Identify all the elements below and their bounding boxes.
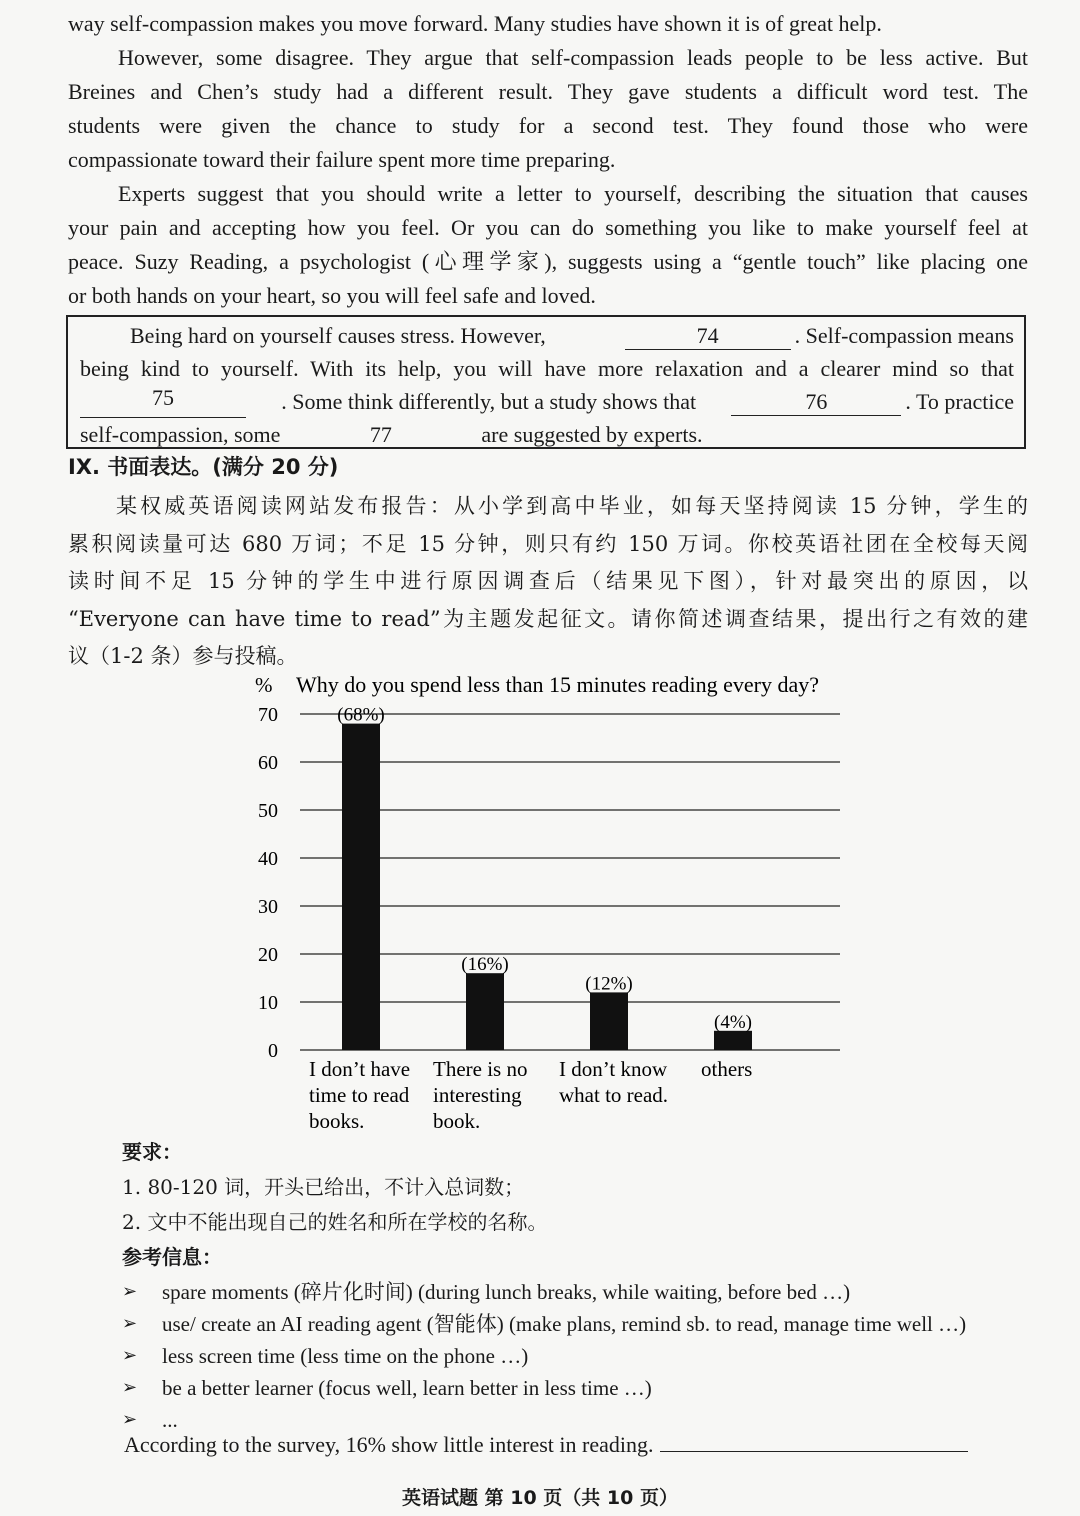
category-label-line: I don’t have — [309, 1057, 411, 1081]
info-text: less screen time (less time on the phone …) — [162, 1344, 529, 1368]
y-tick-label: 20 — [258, 944, 278, 966]
answer-blank-74[interactable]: 74 — [625, 323, 791, 350]
list-item — [122, 1308, 966, 1340]
bar — [590, 992, 628, 1050]
prompt-line: 读时间不足 15 分钟的学生中进行原因调查后（结果见下图），针对最突出的原因，以 — [68, 569, 1028, 593]
section-title: IX. 书面表达。(满分 20 分) — [68, 455, 339, 479]
summary-line — [80, 385, 1014, 418]
answer-blank-75[interactable]: 75 — [80, 385, 246, 418]
category-label-line: others — [701, 1057, 753, 1081]
data-label: (4%) — [714, 1011, 752, 1033]
data-label: (68%) — [337, 704, 385, 726]
summary-text: self-compassion, some — [80, 422, 281, 447]
y-tick-label: 70 — [258, 704, 278, 726]
bar — [714, 1031, 752, 1050]
category-label-line: books. — [309, 1109, 365, 1133]
y-tick-label: 60 — [258, 752, 278, 774]
category-label-line: book. — [433, 1109, 481, 1133]
reference-info-list — [122, 1276, 966, 1436]
opening-sentence: According to the survey, 16% show little interest in reading. — [124, 1432, 654, 1457]
data-label: (16%) — [461, 954, 509, 976]
bar-chart — [240, 668, 860, 1138]
y-tick-label: 30 — [258, 896, 278, 918]
data-labels — [337, 705, 752, 1033]
list-item — [122, 1340, 966, 1372]
passage-line: However, some disagree. They argue that self-compassion leads people to be less active. But — [118, 45, 1028, 70]
summary-line — [80, 319, 1014, 352]
category-label-line: interesting — [433, 1083, 522, 1107]
passage-line: way self-compassion makes you move forward. Many studies have shown it is of great help. — [68, 11, 882, 36]
essay-opening — [124, 1428, 968, 1462]
passage-line: or both hands on your heart, so you will feel safe and loved. — [68, 283, 596, 308]
info-text: be a better learner (focus well, learn better in less time …) — [162, 1376, 652, 1400]
category-label — [701, 1057, 752, 1081]
y-axis-ticks — [258, 704, 278, 1062]
category-label — [309, 1057, 410, 1133]
category-label-line: what to read. — [559, 1083, 669, 1107]
arrow-bullet-icon: ➢ — [122, 1313, 138, 1334]
category-labels — [309, 1057, 752, 1133]
category-label-line: time to read — [309, 1083, 410, 1107]
category-label — [433, 1057, 527, 1133]
summary-text: Being hard on yourself causes stress. However, — [130, 323, 546, 348]
summary-line — [80, 418, 1014, 451]
bar — [342, 724, 380, 1050]
passage-line: students were given the chance to study for a second test. They found those who were — [68, 113, 1028, 138]
category-label — [559, 1057, 668, 1107]
prompt-line: 累积阅读量可达 680 万词；不足 15 分钟，则只有约 150 万词。你校英语社团在全校每天阅 — [68, 531, 1028, 556]
summary-box — [66, 315, 1026, 449]
chart-grid — [300, 714, 840, 1050]
answer-line[interactable] — [660, 1429, 968, 1452]
chart-title: Why do you spend less than 15 minutes reading every day? — [296, 672, 819, 697]
prompt-line: 议（1-2 条）参与投稿。 — [68, 644, 298, 668]
bars — [342, 724, 752, 1050]
summary-text: . Some think differently, but a study shows that — [281, 389, 697, 414]
passage-line: Breines and Chen’s study had a different result. They gave students a difficult word test. The — [68, 79, 1028, 104]
requirements-title: 要求： — [122, 1140, 182, 1164]
list-item — [122, 1372, 966, 1404]
answer-blank-76[interactable]: 76 — [731, 389, 901, 416]
y-axis-unit: % — [255, 673, 273, 697]
writing-prompt — [68, 488, 1028, 676]
y-tick-label: 50 — [258, 800, 278, 822]
requirement-item: 2. 文中不能出现自己的姓名和所在学校的名称。 — [122, 1210, 548, 1234]
arrow-bullet-icon: ➢ — [122, 1345, 138, 1366]
page-footer: 英语试题 第 10 页（共 10 页） — [402, 1487, 678, 1509]
passage — [68, 7, 1028, 313]
y-tick-label: 0 — [268, 1040, 278, 1062]
summary-text: are suggested by experts. — [481, 422, 703, 447]
category-label-line: I don’t know — [559, 1057, 668, 1081]
passage-line: your pain and accepting how you feel. Or you can do something you like to make yourself feel at — [68, 215, 1028, 240]
arrow-bullet-icon: ➢ — [122, 1377, 138, 1398]
bar — [466, 973, 504, 1050]
arrow-bullet-icon: ➢ — [122, 1281, 138, 1302]
y-tick-label: 10 — [258, 992, 278, 1014]
prompt-line: “Everyone can have time to read”为主题发起征文。请你简述调查结果，提出行之有效的建 — [68, 606, 1028, 631]
info-text: use/ create an AI reading agent (智能体) (make plans, remind sb. to read, manage time well …) — [162, 1312, 967, 1336]
summary-text: . To practice — [905, 389, 1014, 414]
summary-line: being kind to yourself. With its help, you will have more relaxation and a clearer mind so that — [80, 356, 1014, 381]
info-text: ... — [162, 1408, 178, 1432]
summary-text: . Self-compassion means — [794, 323, 1014, 348]
arrow-bullet-icon: ➢ — [122, 1409, 138, 1430]
requirement-item: 1. 80-120 词，开头已给出，不计入总词数； — [122, 1175, 525, 1199]
prompt-line: 某权威英语阅读网站发布报告：从小学到高中毕业，如每天坚持阅读 15 分钟，学生的 — [116, 494, 1028, 518]
answer-blank-77[interactable]: 77 — [298, 422, 464, 449]
info-text: spare moments (碎片化时间) (during lunch breaks, while waiting, before bed …) — [162, 1280, 851, 1304]
data-label: (12%) — [585, 973, 633, 995]
category-label-line: There is no — [433, 1057, 528, 1081]
passage-line: peace. Suzy Reading, a psychologist (心理学家), suggests using a “gentle touch” like placing one — [68, 249, 1028, 274]
passage-line: Experts suggest that you should write a letter to yourself, describing the situation that causes — [118, 181, 1028, 206]
passage-line: compassionate toward their failure spent more time preparing. — [68, 147, 616, 172]
y-tick-label: 40 — [258, 848, 278, 870]
list-item — [122, 1276, 966, 1308]
info-title: 参考信息： — [122, 1245, 222, 1269]
